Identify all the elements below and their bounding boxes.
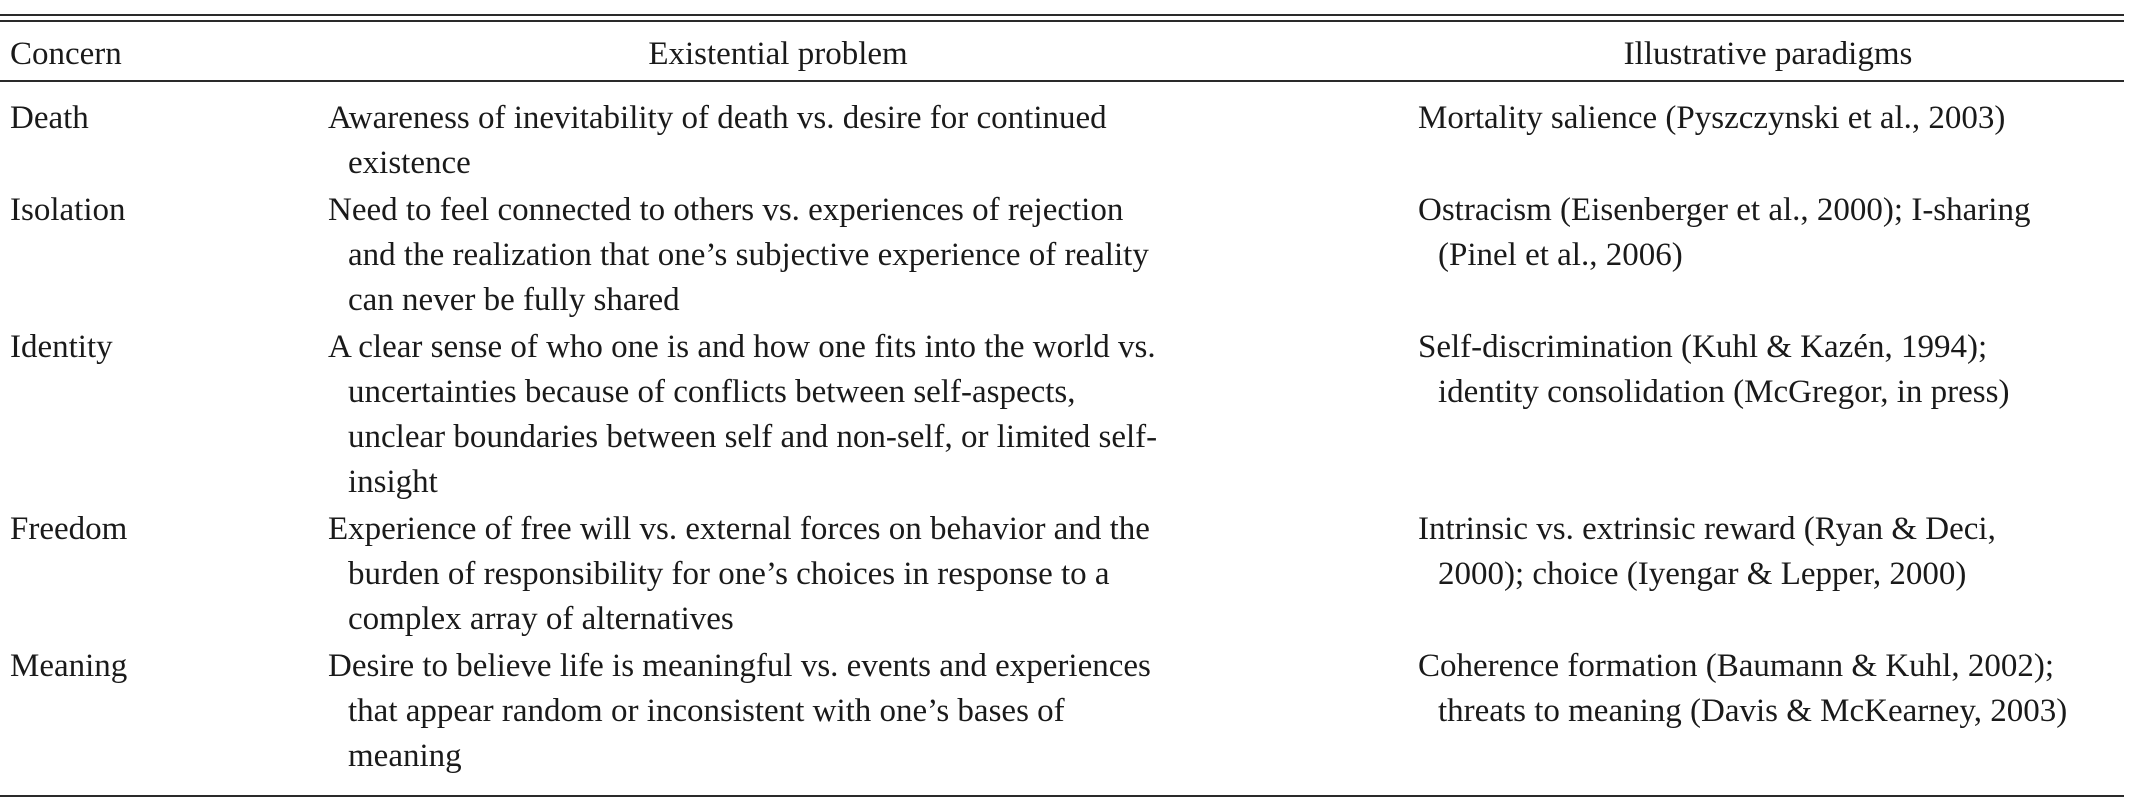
illustrative-paradigm-cell xyxy=(1418,644,2118,734)
illustrative-paradigm-cell xyxy=(1418,507,2118,597)
problem-text-line: meaning xyxy=(348,738,462,774)
paradigm-text-line: threats to meaning (Davis & McKearney, 2003) xyxy=(1438,693,2068,729)
table-header-row xyxy=(0,22,2124,82)
paradigm-text-line: Ostracism (Eisenberger et al., 2000); I-sharing xyxy=(1418,192,2031,228)
problem-text-line: existence xyxy=(348,145,471,181)
concern-cell xyxy=(10,325,310,370)
problem-text-line: and the realization that one’s subjective experience of reality xyxy=(348,237,1149,273)
problem-text-line: unclear boundaries between self and non-self, or limited self- xyxy=(348,419,1158,455)
existential-problem-cell xyxy=(328,325,1278,505)
table-row xyxy=(0,325,2124,507)
existential-problem-cell xyxy=(328,188,1278,323)
table-row xyxy=(0,507,2124,644)
paradigm-text-line: Intrinsic vs. extrinsic reward (Ryan & Deci, xyxy=(1418,511,1996,547)
problem-text-line: A clear sense of who one is and how one fits into the world vs. xyxy=(328,329,1156,365)
problem-text-line: Desire to believe life is meaningful vs. events and experiences xyxy=(328,648,1151,684)
concern-cell xyxy=(10,188,310,233)
problem-text-line: Awareness of inevitability of death vs. desire for continued xyxy=(328,100,1107,136)
problem-text-line: that appear random or inconsistent with one’s bases of xyxy=(348,693,1065,729)
concern-label: Isolation xyxy=(10,192,126,228)
problem-text-line: insight xyxy=(348,464,438,500)
concern-label: Meaning xyxy=(10,648,128,684)
header-concern: Concern xyxy=(10,36,122,72)
table-top-rule xyxy=(0,14,2124,16)
paradigm-text-line: Mortality salience (Pyszczynski et al., 2003) xyxy=(1418,100,2006,136)
concern-label: Death xyxy=(10,100,89,136)
table-row xyxy=(0,644,2124,781)
table-body xyxy=(0,82,2124,797)
concern-cell xyxy=(10,507,310,552)
header-existential-problem: Existential problem xyxy=(648,36,908,72)
existential-problem-cell xyxy=(328,644,1278,779)
concern-cell xyxy=(10,96,310,141)
paradigm-text-line: 2000); choice (Iyengar & Lepper, 2000) xyxy=(1438,556,1967,592)
paradigm-text-line: Self-discrimination (Kuhl & Kazén, 1994); xyxy=(1418,329,1988,365)
illustrative-paradigm-cell xyxy=(1418,96,2118,141)
paradigm-text-line: Coherence formation (Baumann & Kuhl, 2002); xyxy=(1418,648,2055,684)
illustrative-paradigm-cell xyxy=(1418,188,2118,278)
problem-text-line: uncertainties because of conflicts between self-aspects, xyxy=(348,374,1076,410)
existential-problem-cell xyxy=(328,96,1278,186)
table-row xyxy=(0,96,2124,188)
problem-text-line: can never be fully shared xyxy=(348,282,680,318)
problem-text-line: Need to feel connected to others vs. experiences of rejection xyxy=(328,192,1124,228)
header-illustrative-paradigms: Illustrative paradigms xyxy=(1623,36,1913,72)
existential-problem-cell xyxy=(328,507,1278,642)
concern-label: Freedom xyxy=(10,511,128,547)
concern-cell xyxy=(10,644,310,689)
paradigm-text-line: (Pinel et al., 2006) xyxy=(1438,237,1683,273)
concern-label: Identity xyxy=(10,329,113,365)
illustrative-paradigm-cell xyxy=(1418,325,2118,415)
problem-text-line: complex array of alternatives xyxy=(348,601,734,637)
existential-concerns-table xyxy=(0,14,2124,797)
problem-text-line: burden of responsibility for one’s choices in response to a xyxy=(348,556,1110,592)
problem-text-line: Experience of free will vs. external forces on behavior and the xyxy=(328,511,1150,547)
table-row xyxy=(0,188,2124,325)
paradigm-text-line: identity consolidation (McGregor, in press) xyxy=(1438,374,2010,410)
